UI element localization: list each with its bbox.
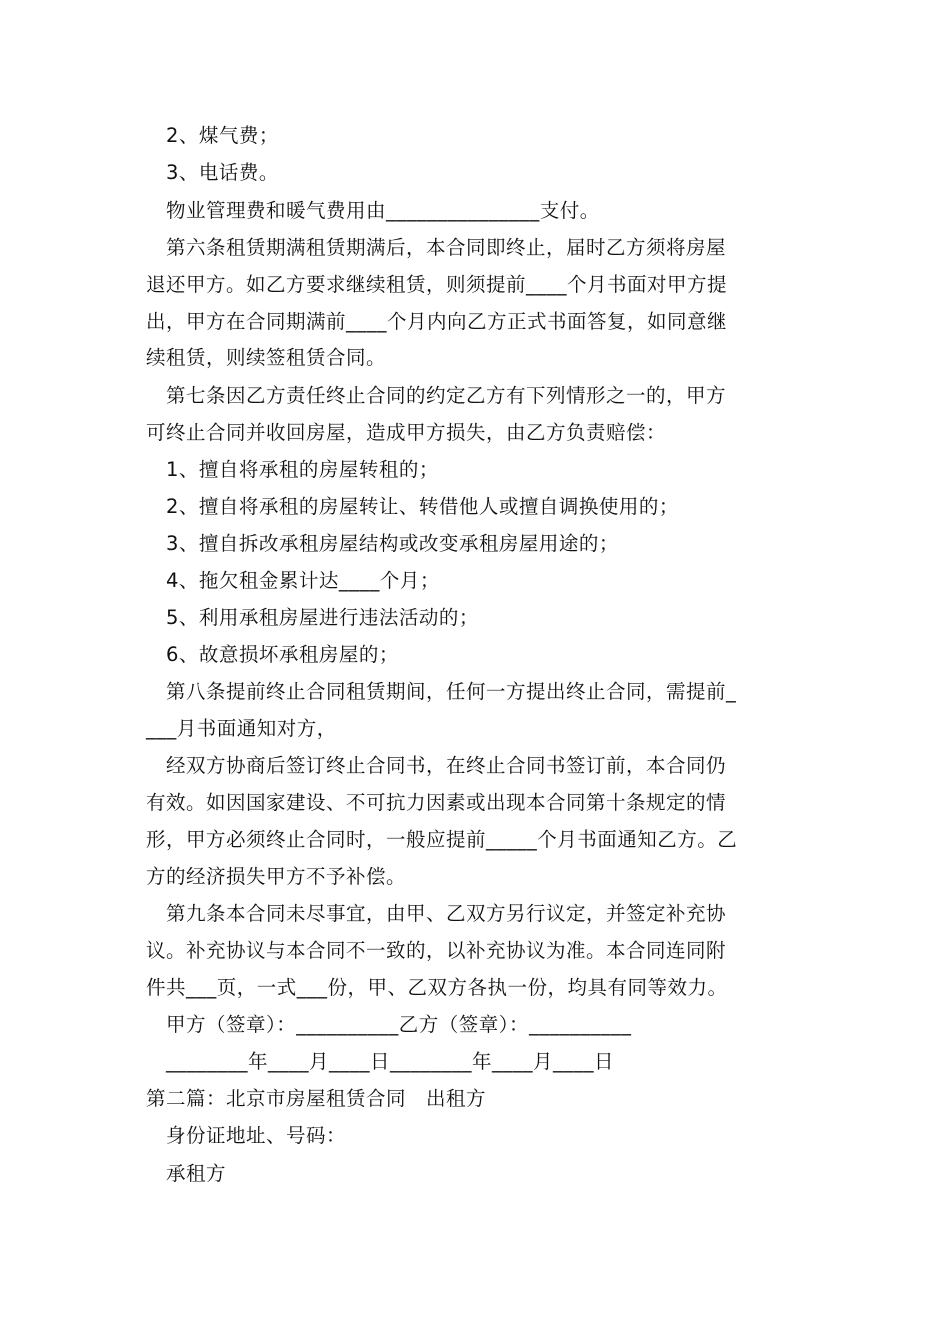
text-line: 出，甲方在合同期满前____个月内向乙方正式书面答复，如同意继 [146, 310, 728, 333]
text-line: 2、擅自将承租的房屋转让、转借他人或擅自调换使用的； [146, 495, 679, 518]
text-line: 1、擅自将承租的房屋转租的； [146, 458, 439, 481]
text-line: 第七条因乙方责任终止合同的约定乙方有下列情形之一的，甲方 [146, 384, 727, 407]
signature-line: 甲方（签章）：__________乙方（签章）：__________ [146, 1013, 632, 1036]
text-line: ___月书面通知对方， [146, 717, 337, 740]
text-line: 第六条租赁期满租赁期满后，本合同即终止，届时乙方须将房屋 [146, 236, 727, 259]
text-line: 续租赁，则续签租赁合同。 [146, 346, 387, 369]
text-line: 可终止合同并收回房屋，造成甲方损失，由乙方负责赔偿： [146, 421, 667, 444]
text-line: 5、利用承租房屋进行违法活动的； [146, 606, 479, 629]
text-line: 件共___页，一式___份，甲、乙双方各执一份，均具有同等效力。 [146, 976, 728, 999]
text-line: 3、电话费。 [146, 161, 279, 184]
text-line: 议。补充协议与本合同不一致的，以补充协议为准。本合同连同附 [146, 939, 727, 962]
text-line: 6、故意损坏承租房屋的； [146, 643, 399, 666]
text-line: 3、擅自拆改承租房屋结构或改变承租房屋用途的； [146, 532, 619, 555]
text-line: 4、拖欠租金累计达____个月； [146, 569, 440, 592]
text-line: 2、煤气费； [146, 124, 279, 147]
text-line: 形，甲方必须终止合同时，一般应提前_____个月书面通知乙方。乙 [146, 828, 738, 851]
text-line: 经双方协商后签订终止合同书，在终止合同书签订前，本合同仍 [146, 754, 727, 777]
text-line: 有效。如因国家建设、不可抗力因素或出现本合同第十条规定的情 [146, 791, 727, 814]
text-line: 第八条提前终止合同租赁期间，任何一方提出终止合同，需提前_ [146, 680, 737, 703]
text-line: 物业管理费和暖气费用由_______________支付。 [146, 199, 600, 222]
text-line: 退还甲方。如乙方要求继续租赁，则须提前____个月书面对甲方提 [146, 273, 728, 296]
text-line: 承租方 [146, 1162, 227, 1185]
section-heading: 第二篇：北京市房屋租赁合同 出租方 [146, 1087, 487, 1110]
text-line: 第九条本合同未尽事宜，由甲、乙双方另行议定，并签定补充协 [146, 902, 727, 925]
text-line: 方的经济损失甲方不予补偿。 [146, 865, 407, 888]
date-line: ________年____月____日________年____月____日 [146, 1050, 615, 1073]
text-line: 身份证地址、号码： [146, 1124, 347, 1147]
